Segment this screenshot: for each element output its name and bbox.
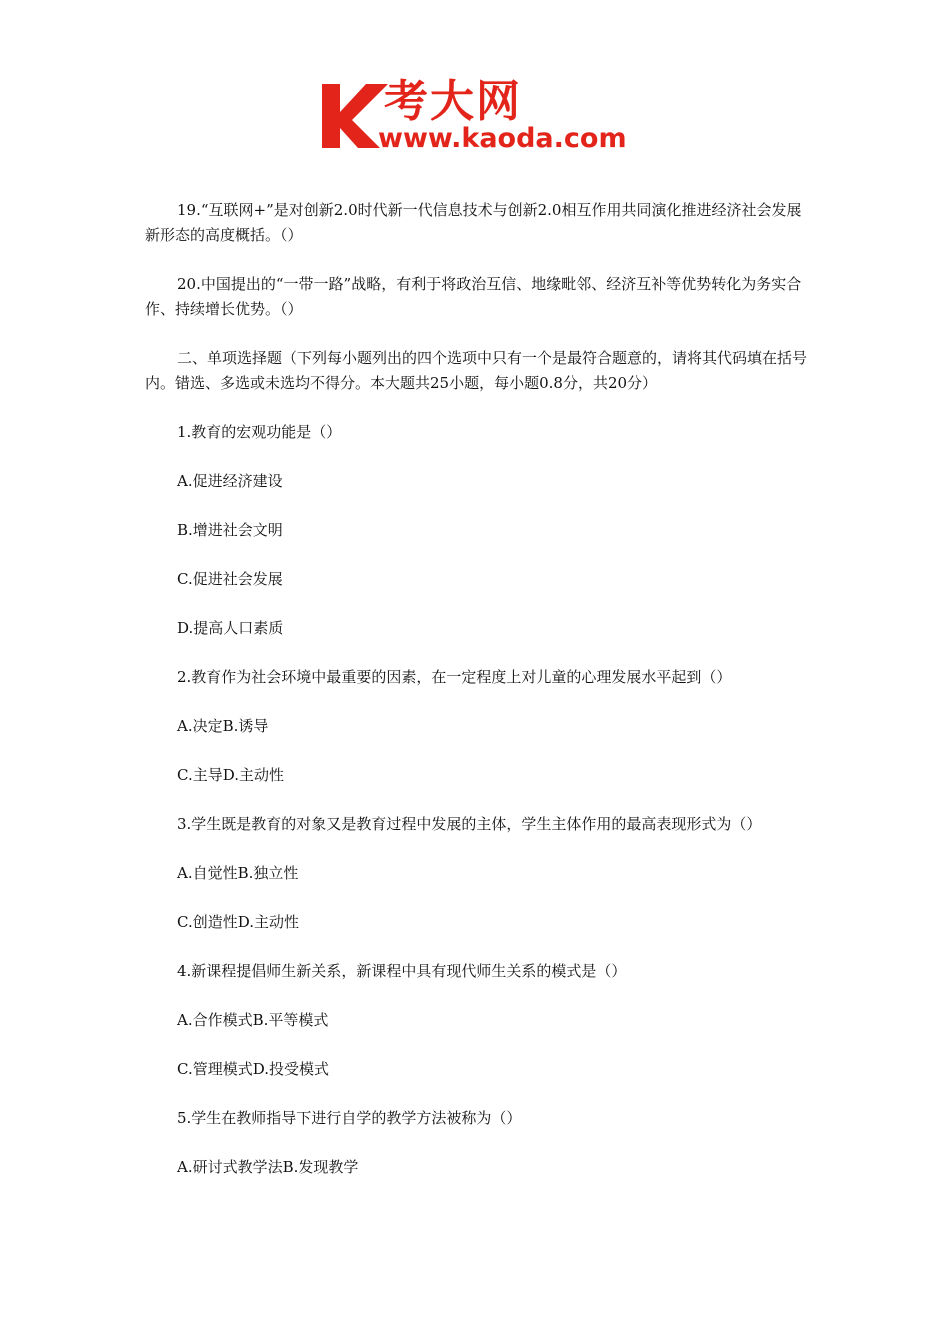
- document-body: [145, 198, 815, 1204]
- question-2-options-ab: A.决定B.诱导: [177, 717, 269, 735]
- section-heading-single-choice: 二、单项选择题（下列每小题列出的四个选项中只有一个是最符合题意的，请将其代码填在括号内。错选、多选或未选均不得分。本大题共25小题，每小题0.8分，共20分）: [145, 349, 808, 392]
- question-1-option-a: A.促进经济建设: [177, 472, 283, 490]
- question-4-options-ab: A.合作模式B.平等模式: [177, 1011, 329, 1029]
- question-4: 4.新课程提倡师生新关系，新课程中具有现代师生关系的模式是（）: [177, 962, 627, 980]
- question-1: 1.教育的宏观功能是（）: [177, 423, 342, 441]
- logo-brand-text: 考大网: [384, 76, 522, 127]
- question-19: 19.“互联网+”是对创新2.0时代新一代信息技术与创新2.0相互作用共同演化推进经济社会发展新形态的高度概括。（）: [145, 201, 802, 244]
- question-4-options-cd: C.管理模式D.投受模式: [177, 1060, 329, 1078]
- question-2: 2.教育作为社会环境中最重要的因素，在一定程度上对儿童的心理发展水平起到（）: [177, 668, 732, 686]
- question-5-options-ab: A.研讨式教学法B.发现教学: [177, 1158, 359, 1176]
- question-3-options-cd: C.创造性D.主动性: [177, 913, 299, 931]
- question-1-option-d: D.提高人口素质: [177, 619, 284, 637]
- question-20: 20.中国提出的“一带一路”战略，有利于将政治互信、地缘毗邻、经济互补等优势转化为务实合作、持续增长优势。（）: [145, 275, 802, 318]
- question-3-options-ab: A.自觉性B.独立性: [177, 864, 299, 882]
- question-1-option-b: B.增进社会文明: [177, 521, 283, 539]
- logo-url-text: www.kaoda.com: [378, 123, 627, 154]
- kaoda-logo: [318, 78, 640, 158]
- question-3: 3.学生既是教育的对象又是教育过程中发展的主体，学生主体作用的最高表现形式为（）: [177, 815, 762, 833]
- question-5: 5.学生在教师指导下进行自学的教学方法被称为（）: [177, 1109, 522, 1127]
- question-2-options-cd: C.主导D.主动性: [177, 766, 284, 784]
- question-1-option-c: C.促进社会发展: [177, 570, 283, 588]
